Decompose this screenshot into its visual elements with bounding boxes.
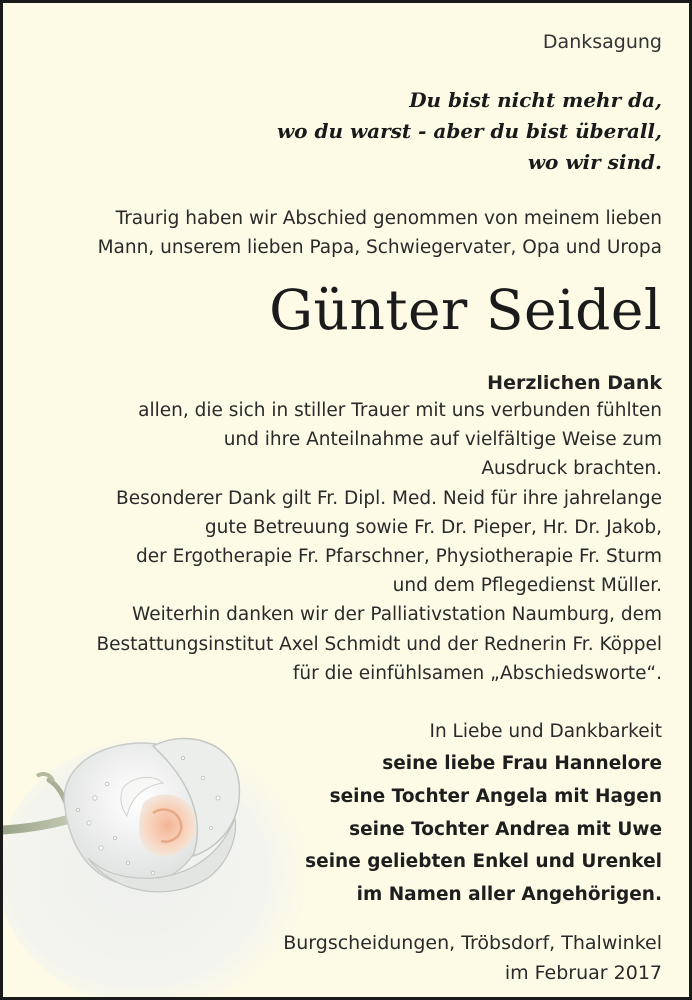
closing-intro: In Liebe und Dankbarkeit (429, 721, 662, 742)
thanks-line: und dem Pflegedienst Müller. (392, 575, 662, 597)
quote-line: Du bist nicht mehr da, (409, 88, 662, 112)
intro-line: Traurig haben wir Abschied genommen von meinem lieben (115, 208, 662, 229)
footer-date: im Februar 2017 (504, 962, 662, 984)
quote-line: wo du warst - aber du bist überall, (276, 119, 662, 143)
deceased-name: Günter Seidel (269, 278, 662, 342)
thanks-line: allen, die sich in stiller Trauer mit uns verbunden fühlten (138, 400, 662, 421)
thanks-line: gute Betreuung sowie Fr. Dr. Pieper, Hr. Dr. Jakob, (204, 516, 662, 538)
quote-line: wo wir sind. (527, 150, 662, 174)
thanks-line: Weiterhin danken wir der Palliativstation Naumburg, dem (132, 604, 662, 626)
thanks-line: Ausdruck brachten. (481, 458, 662, 480)
thanks-title: Herzlichen Dank (487, 372, 662, 394)
footer-places: Burgscheidungen, Tröbsdorf, Thalwinkel (283, 932, 662, 954)
header-label: Danksagung (542, 31, 662, 53)
thanks-line: für die einfühlsamen „Abschiedsworte“. (292, 662, 662, 684)
footer (283, 928, 662, 988)
family-member: seine Tochter Angela mit Hagen (329, 785, 662, 807)
white-rose-icon (3, 688, 303, 1000)
intro-text (98, 204, 662, 262)
thanks-line: Besonderer Dank gilt Fr. Dipl. Med. Neid für ihre jahrelange (116, 487, 662, 509)
family-list (305, 748, 662, 912)
thanks-line: Bestattungsinstitut Axel Schmidt und der Rednerin Fr. Köppel (96, 633, 662, 655)
family-member: im Namen aller Angehörigen. (356, 884, 662, 906)
family-member: seine Tochter Andrea mit Uwe (349, 818, 662, 840)
family-member: seine geliebten Enkel und Urenkel (305, 851, 662, 873)
intro-line: Mann, unserem lieben Papa, Schwiegervater, Opa und Uropa (97, 237, 662, 258)
thanks-line: der Ergotherapie Fr. Pfarschner, Physiotherapie Fr. Sturm (135, 546, 662, 568)
family-member: seine liebe Frau Hannelore (382, 753, 662, 774)
thanks-line: und ihre Anteilnahme auf vielfältige Weise zum (223, 429, 662, 451)
thanks-text (96, 396, 662, 688)
